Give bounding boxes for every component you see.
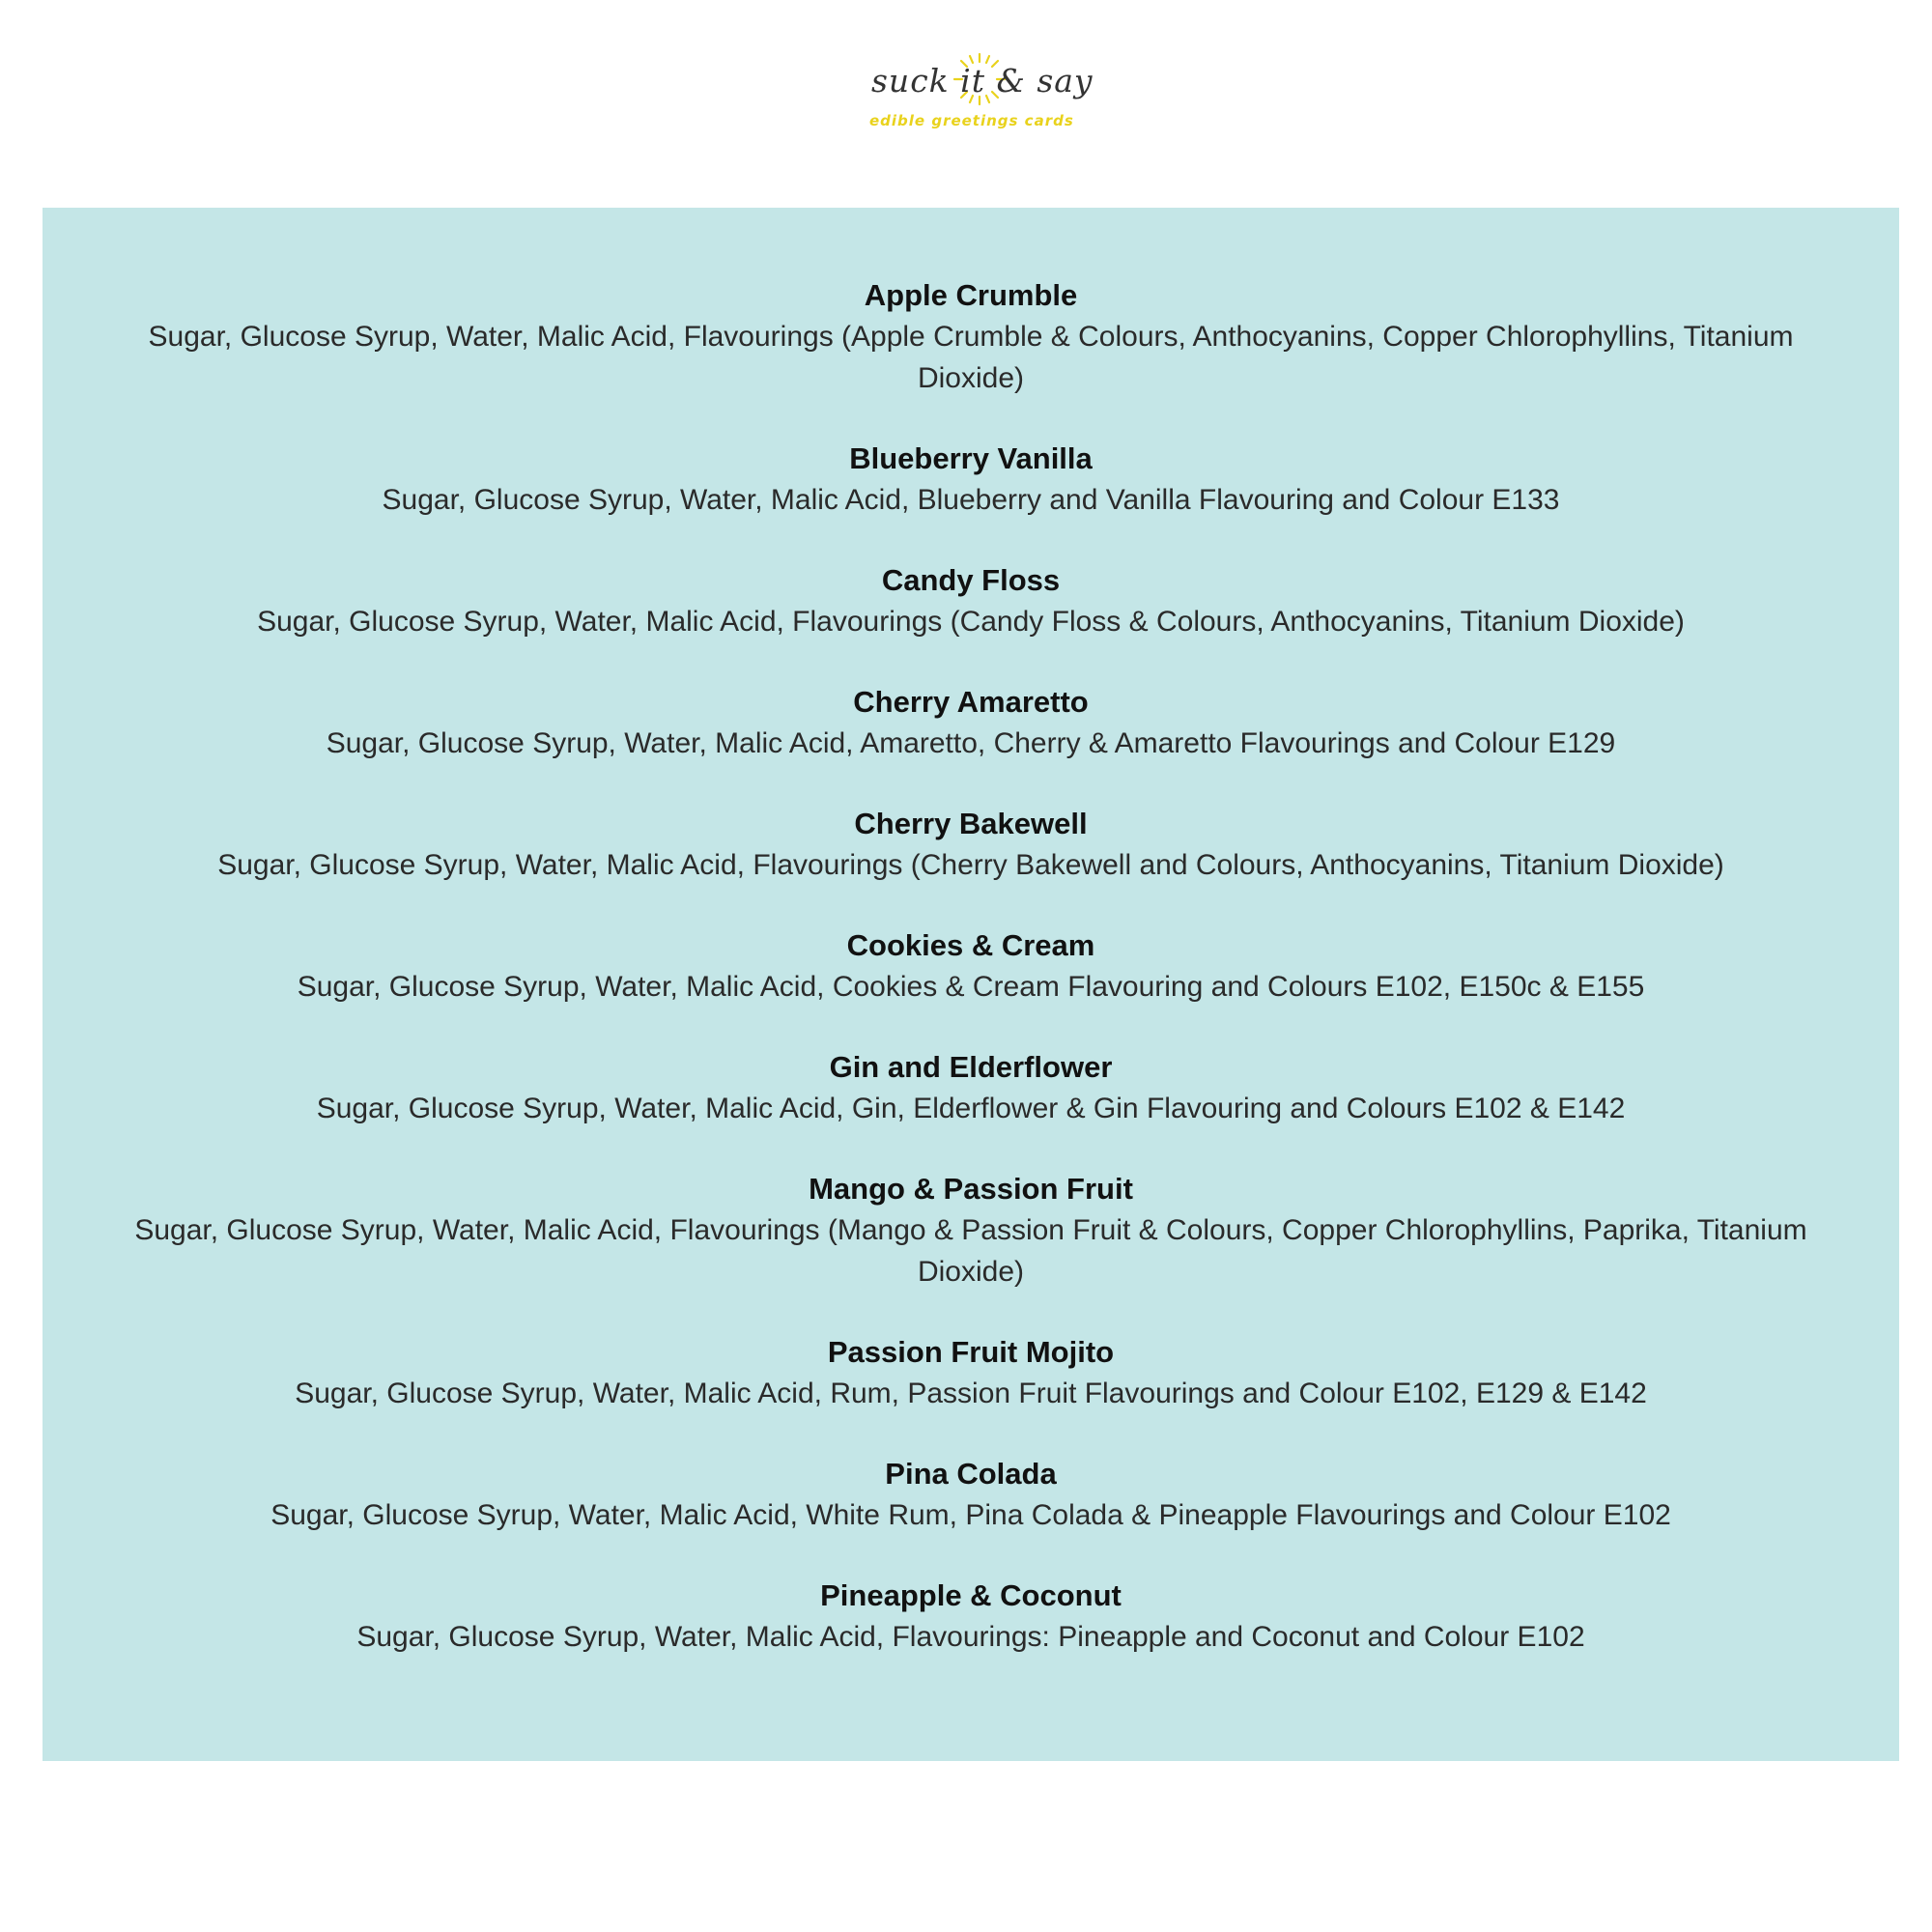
product-entry (129, 274, 1812, 399)
product-entry (129, 1575, 1812, 1658)
product-ingredients: Sugar, Glucose Syrup, Water, Malic Acid, Flavourings (Apple Crumble & Colours, Anthocyanins, Copper Chlorophyllins, Titanium Dioxide) (148, 321, 1794, 394)
product-name: Cherry Amaretto (853, 685, 1089, 719)
product-entry (129, 803, 1812, 886)
product-ingredients: Sugar, Glucose Syrup, Water, Malic Acid, Cookies & Cream Flavouring and Colours E102, E150c & E155 (297, 971, 1645, 1003)
product-name: Apple Crumble (864, 278, 1078, 312)
logo-wordmark: suck it & say (871, 62, 1094, 99)
product-ingredients: Sugar, Glucose Syrup, Water, Malic Acid, Flavourings: Pineapple and Coconut and Colour E102 (356, 1621, 1585, 1653)
product-entry (129, 559, 1812, 642)
product-entry (129, 438, 1812, 521)
brand-logo (860, 48, 1094, 145)
product-name: Cookies & Cream (846, 928, 1095, 962)
product-entry (129, 1331, 1812, 1414)
product-entry (129, 1168, 1812, 1293)
product-entry (129, 1046, 1812, 1129)
product-entry (129, 1453, 1812, 1536)
product-name: Candy Floss (881, 563, 1061, 597)
product-name: Cherry Bakewell (854, 807, 1088, 840)
logo-tagline: edible greetings cards (869, 112, 1074, 129)
product-ingredients: Sugar, Glucose Syrup, Water, Malic Acid, Blueberry and Vanilla Flavouring and Colour E133 (382, 484, 1560, 516)
ingredients-panel (43, 208, 1899, 1761)
product-name: Pina Colada (885, 1457, 1057, 1491)
product-ingredients: Sugar, Glucose Syrup, Water, Malic Acid, Rum, Passion Fruit Flavourings and Colour E102, E129 & E142 (295, 1378, 1647, 1409)
product-ingredients: Sugar, Glucose Syrup, Water, Malic Acid, Gin, Elderflower & Gin Flavouring and Colours E102 & E142 (316, 1093, 1626, 1124)
product-ingredients: Sugar, Glucose Syrup, Water, Malic Acid, Amaretto, Cherry & Amaretto Flavourings and Colour E129 (326, 727, 1616, 759)
product-entry (129, 924, 1812, 1008)
product-ingredients: Sugar, Glucose Syrup, Water, Malic Acid, White Rum, Pina Colada & Pineapple Flavourings and Colour E102 (270, 1499, 1671, 1531)
product-entry (129, 681, 1812, 764)
product-ingredients: Sugar, Glucose Syrup, Water, Malic Acid, Flavourings (Candy Floss & Colours, Anthocyanins, Titanium Dioxide) (257, 606, 1685, 638)
product-name: Passion Fruit Mojito (827, 1335, 1115, 1369)
product-name: Blueberry Vanilla (849, 441, 1093, 475)
product-ingredients: Sugar, Glucose Syrup, Water, Malic Acid, Flavourings (Mango & Passion Fruit & Colours, Copper Chlorophyllins, Paprika, Titanium Dioxide) (134, 1214, 1807, 1288)
product-name: Gin and Elderflower (829, 1050, 1113, 1084)
product-ingredients: Sugar, Glucose Syrup, Water, Malic Acid, Flavourings (Cherry Bakewell and Colours, Anthocyanins, Titanium Dioxide) (217, 849, 1724, 881)
product-name: Mango & Passion Fruit (809, 1172, 1133, 1206)
product-name: Pineapple & Coconut (820, 1578, 1122, 1612)
